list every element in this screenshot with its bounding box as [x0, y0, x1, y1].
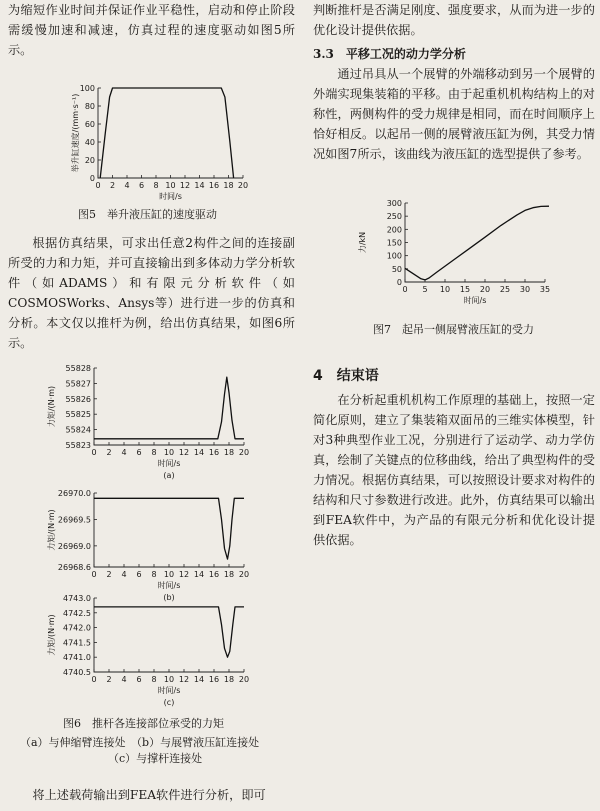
series-line — [405, 206, 549, 280]
fig5-caption: 图5 举升液压缸的速度驱动 — [78, 208, 217, 221]
axis-lines — [405, 203, 545, 282]
x-tick-label: 12 — [179, 181, 191, 190]
x-tick-label: 16 — [208, 448, 220, 457]
x-tick-label: 0 — [95, 181, 101, 190]
x-tick-label: 6 — [136, 448, 142, 457]
x-tick-label: 4 — [121, 675, 127, 684]
x-tick-label: 12 — [178, 448, 190, 457]
x-axis-label: 时间/s — [157, 686, 181, 695]
sub-figure-label: (b) — [163, 593, 175, 602]
right-paragraph-2: 在分析起重机机构工作原理的基础上，按照一定简化原则，建立了集装箱双面吊的三维实体模型，针对3种典型作业工况，分别进行了运动学、动力学仿真，绘制了关键点的位移曲线，给出了典型构件的受力情况。根据仿真结果，可以按照设计要求对构件的结构和尺寸参数进行改进。此外，仿真结果可以输出到FEA软件中，为产品的有限元分析和优化设计提供依据。 — [313, 393, 595, 547]
x-tick-label: 0 — [91, 675, 97, 684]
x-tick-label: 0 — [91, 570, 97, 579]
y-axis-label: 举升缸速度/(mm·s⁻¹) — [71, 93, 80, 173]
x-tick-label: 4 — [121, 570, 127, 579]
x-axis-label: 时间/s — [157, 459, 181, 468]
y-tick-label: 40 — [84, 138, 95, 147]
axis-lines — [94, 493, 244, 567]
y-tick-label: 50 — [391, 264, 402, 274]
x-tick-label: 14 — [193, 448, 205, 457]
section-4-heading: 4 结束语 — [313, 368, 379, 384]
axis-lines — [98, 88, 243, 178]
left-paragraph-2: 根据仿真结果，可求出任意2构件之间的连接副所受的力和力矩，并可直接输出到多体动力学分析软件（如ADAMS）和有限元分析软件（如COSMOSWorks、Ansys等）进行进一步的仿真和分析。本文仅以推杆为例，给出仿真结果，如图6所示。 — [8, 236, 295, 350]
fig7-caption: 图7 起吊一侧展臂液压缸的受力 — [373, 323, 534, 336]
x-tick-label: 18 — [223, 675, 235, 684]
x-tick-label: 12 — [178, 675, 190, 684]
x-tick-label: 6 — [136, 675, 142, 684]
y-axis-label: 力矩/(N·m) — [47, 614, 56, 656]
y-tick-label: 55827 — [65, 379, 91, 389]
x-tick-label: 10 — [439, 285, 451, 294]
x-tick-label: 35 — [539, 285, 551, 294]
y-tick-label: 4740.5 — [63, 668, 91, 677]
y-tick-label: 0 — [396, 278, 402, 287]
x-tick-label: 2 — [106, 675, 112, 684]
x-tick-label: 4 — [124, 181, 130, 190]
axis-lines — [94, 368, 244, 445]
y-tick-label: 150 — [386, 238, 402, 248]
y-tick-label: 4741.0 — [63, 653, 91, 663]
y-tick-label: 20 — [84, 156, 95, 165]
y-axis-label: 力矩/(N·m) — [47, 509, 56, 551]
x-tick-label: 10 — [165, 181, 176, 190]
fig6b-chart — [8, 485, 295, 600]
sub-figure-label: (c) — [163, 698, 175, 707]
y-tick-label: 100 — [386, 251, 402, 261]
right-paragraph-0: 判断推杆是否满足刚度、强度要求，从而为进一步的优化设计提供依据。 — [313, 3, 595, 37]
x-tick-label: 14 — [194, 181, 205, 190]
x-tick-label: 0 — [91, 448, 97, 457]
y-tick-label: 250 — [386, 212, 402, 222]
y-tick-label: 55826 — [65, 394, 91, 404]
x-tick-label: 5 — [422, 285, 428, 294]
x-tick-label: 8 — [153, 181, 159, 190]
y-tick-label: 26970.0 — [57, 489, 91, 498]
y-tick-label: 100 — [79, 84, 95, 93]
x-tick-label: 20 — [238, 570, 250, 579]
fig5-chart — [8, 80, 295, 205]
y-tick-label: 60 — [84, 120, 95, 129]
y-axis-label: 力矩/(N·m) — [47, 385, 56, 428]
x-tick-label: 4 — [121, 448, 127, 457]
x-tick-label: 16 — [208, 675, 220, 684]
x-tick-label: 2 — [106, 570, 112, 579]
y-tick-label: 200 — [386, 225, 402, 235]
x-tick-label: 15 — [459, 285, 471, 294]
left-paragraph-1: 为缩短作业时间并保证作业平稳性，启动和停止阶段需缓慢加速和减速，仿真过程的速度驱动如图5所示。 — [8, 3, 295, 57]
y-tick-label: 0 — [89, 174, 95, 183]
x-tick-label: 30 — [519, 285, 531, 294]
x-tick-label: 20 — [238, 675, 250, 684]
x-tick-label: 18 — [223, 448, 235, 457]
fig7-chart — [313, 195, 595, 320]
x-tick-label: 8 — [151, 448, 157, 457]
y-tick-label: 80 — [84, 102, 95, 111]
x-tick-label: 16 — [208, 181, 220, 190]
x-tick-label: 16 — [208, 570, 220, 579]
y-tick-label: 4742.5 — [63, 608, 91, 618]
x-tick-label: 14 — [193, 675, 205, 684]
x-tick-label: 2 — [106, 448, 112, 457]
x-tick-label: 2 — [109, 181, 116, 190]
x-tick-label: 14 — [193, 570, 205, 579]
y-tick-label: 4743.0 — [63, 594, 91, 603]
series-line — [94, 377, 244, 439]
x-tick-label: 10 — [163, 448, 175, 457]
x-tick-label: 10 — [163, 675, 175, 684]
x-axis-label: 时间/s — [157, 581, 181, 590]
x-tick-label: 0 — [402, 285, 408, 294]
x-tick-label: 10 — [163, 570, 175, 579]
y-tick-label: 26969.5 — [57, 515, 91, 525]
y-tick-label: 4742.0 — [63, 623, 91, 633]
series-line — [100, 88, 233, 178]
sub-figure-label: (a) — [163, 471, 175, 480]
y-tick-label: 4741.5 — [63, 638, 91, 648]
y-tick-label: 26968.6 — [57, 563, 91, 572]
x-tick-label: 25 — [499, 285, 511, 294]
left-paragraph-3: 将上述载荷输出到FEA软件进行分析，即可 — [32, 788, 266, 802]
fig6-caption: 图6 推杆各连接部位承受的力矩 — [63, 717, 224, 730]
x-tick-label: 18 — [223, 181, 234, 190]
y-tick-label: 55823 — [65, 441, 91, 450]
right-paragraph-1: 通过吊具从一个展臂的外端移动到另一个展臂的外端实现集装箱的平移。由于起重机机构结构上的对称性，两侧构件的受力规律是相同，而在时间顺序上恰好相反。以起吊一侧的展臂液压缸为例，其受力情况如图7所示，该曲线为液压缸的选型提供了参考。 — [313, 67, 595, 161]
axis-lines — [94, 598, 244, 672]
fig6c-chart — [8, 590, 295, 705]
x-tick-label: 8 — [151, 675, 157, 684]
series-line — [94, 607, 244, 657]
y-tick-label: 55824 — [65, 425, 91, 435]
x-tick-label: 20 — [237, 181, 249, 190]
y-tick-label: 26969.0 — [57, 541, 91, 551]
x-tick-label: 6 — [138, 181, 145, 190]
x-tick-label: 6 — [136, 570, 142, 579]
y-axis-label: 力/kN — [358, 231, 367, 254]
x-tick-label: 8 — [151, 570, 157, 579]
y-tick-label: 55828 — [65, 364, 91, 373]
fig6a-chart — [8, 360, 295, 480]
x-axis-label: 时间/s — [159, 192, 182, 201]
x-tick-label: 20 — [238, 448, 250, 457]
y-tick-label: 55825 — [65, 410, 91, 420]
x-tick-label: 12 — [178, 570, 190, 579]
fig6-subcaption-2: （c）与撑杆连接处 — [108, 752, 203, 765]
x-tick-label: 20 — [479, 285, 491, 294]
y-tick-label: 300 — [386, 199, 402, 208]
series-line — [94, 498, 244, 559]
x-tick-label: 18 — [223, 570, 235, 579]
x-axis-label: 时间/s — [463, 296, 487, 305]
section-3-3-heading: 3.3 平移工况的动力学分析 — [313, 47, 466, 61]
fig6-subcaption-1: （a）与伸缩臂连接处 （b）与展臂液压缸连接处 — [20, 736, 260, 749]
